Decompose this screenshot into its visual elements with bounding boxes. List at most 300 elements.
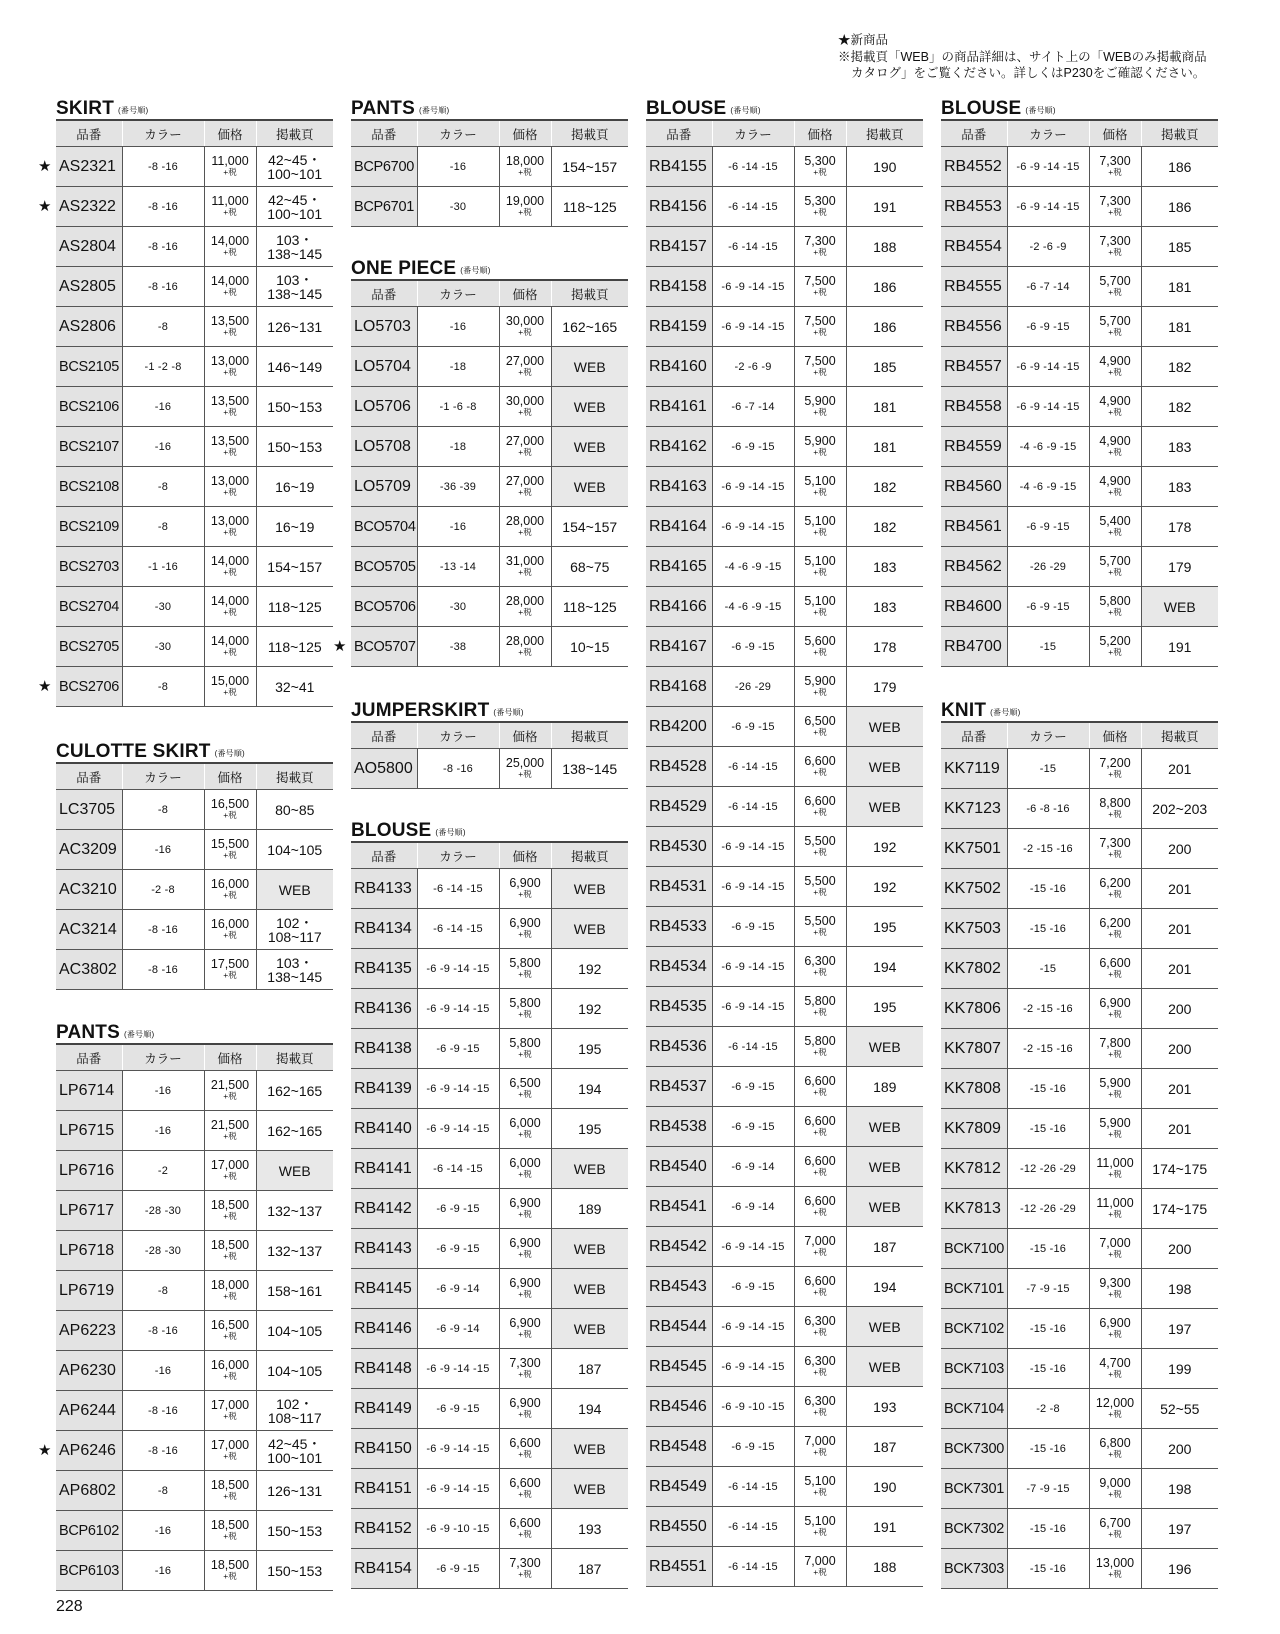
item-price xyxy=(204,1231,256,1271)
price-value: 5,100 xyxy=(804,473,836,488)
item-price xyxy=(794,547,846,587)
item-code: RB4200 xyxy=(646,707,712,747)
item-colors: -6 -8 -16 xyxy=(1007,789,1089,829)
price-value: 21,500 xyxy=(210,1117,250,1132)
section-culotte-skirt xyxy=(56,741,333,990)
price-value: 27,000 xyxy=(505,353,545,368)
item-colors: -16 xyxy=(122,427,204,467)
table-row xyxy=(646,1107,923,1147)
table-row xyxy=(56,187,333,227)
item-colors: -6 -9 -15 xyxy=(1007,307,1089,347)
table-row xyxy=(351,1109,628,1149)
item-colors: -6 -9 -10 -15 xyxy=(712,1387,794,1427)
header-color: カラー xyxy=(712,120,794,147)
item-colors: -6 -9 -14 -15 xyxy=(1007,147,1089,187)
sort-order-note: (番号順) xyxy=(118,106,149,115)
item-price xyxy=(1089,267,1141,307)
price-value: 7,500 xyxy=(804,273,836,288)
price-value: 18,000 xyxy=(505,153,545,168)
item-price xyxy=(1089,1109,1141,1149)
item-page: 192 xyxy=(551,989,628,1029)
header-code: 品番 xyxy=(646,120,712,147)
item-colors: -6 -14 -15 xyxy=(712,1027,794,1067)
item-price xyxy=(1089,547,1141,587)
item-colors: -12 -26 -29 xyxy=(1007,1149,1089,1189)
tax-label: +税 xyxy=(223,1490,237,1501)
table-header-row xyxy=(56,120,333,147)
item-code: BCS2107 xyxy=(56,427,122,467)
price-value: 28,000 xyxy=(505,633,545,648)
table-row xyxy=(56,387,333,427)
item-price xyxy=(794,307,846,347)
item-colors: -15 -16 xyxy=(1007,1509,1089,1549)
header-code: 品番 xyxy=(56,763,122,790)
new-star-icon: ★ xyxy=(38,158,52,175)
price-value: 30,000 xyxy=(505,393,545,408)
item-colors: -6 -9 -14 -15 xyxy=(417,1429,499,1469)
price-value: 7,000 xyxy=(1099,1235,1131,1250)
price-value: 13,000 xyxy=(210,353,250,368)
price-value: 6,900 xyxy=(509,915,541,930)
tax-label: +税 xyxy=(223,246,237,257)
item-page: 102・ 108~117 xyxy=(256,1391,333,1431)
item-page: WEB xyxy=(551,1429,628,1469)
item-code: BCS2703 xyxy=(56,547,122,587)
item-colors: -8 xyxy=(122,467,204,507)
item-colors: -6 -9 -15 xyxy=(1007,507,1089,547)
item-page: 198 xyxy=(1141,1469,1218,1509)
table-row xyxy=(351,1469,628,1509)
table-row xyxy=(351,347,628,387)
table-row xyxy=(646,507,923,547)
section-title: SKIRT (番号順) xyxy=(56,98,149,119)
item-code: BCK7301 xyxy=(941,1469,1007,1509)
item-colors: -6 -9 -14 -15 xyxy=(417,1069,499,1109)
header-page: 掲載頁 xyxy=(551,722,628,749)
product-table xyxy=(646,119,923,1587)
table-row xyxy=(941,1509,1218,1549)
item-price xyxy=(204,227,256,267)
item-page: 196 xyxy=(1141,1549,1218,1589)
price-value: 11,000 xyxy=(1096,1195,1134,1210)
header-price: 価格 xyxy=(1089,722,1141,749)
item-page: WEB xyxy=(846,1027,923,1067)
tax-label: +税 xyxy=(518,566,532,577)
tax-label: +税 xyxy=(518,646,532,657)
item-colors: -6 -14 -15 xyxy=(712,1467,794,1507)
item-price xyxy=(204,1511,256,1551)
tax-label: +税 xyxy=(223,1130,237,1141)
item-page: WEB xyxy=(846,747,923,787)
table-row xyxy=(56,950,333,990)
item-price xyxy=(794,467,846,507)
item-price xyxy=(204,507,256,547)
item-code: AO5800 xyxy=(351,749,417,789)
table-row xyxy=(56,910,333,950)
price-value: 5,500 xyxy=(804,833,836,848)
item-code: LO5706 xyxy=(351,387,417,427)
item-page: 132~137 xyxy=(256,1231,333,1271)
item-code: RB4161 xyxy=(646,387,712,427)
tax-label: +税 xyxy=(813,1366,827,1377)
item-colors: -28 -30 xyxy=(122,1231,204,1271)
item-code: BCO5706 xyxy=(351,587,417,627)
item-page: 150~153 xyxy=(256,1551,333,1591)
table-row xyxy=(941,147,1218,187)
item-code: RB4533 xyxy=(646,907,712,947)
price-value: 5,800 xyxy=(804,1033,836,1048)
tax-label: +税 xyxy=(1108,646,1122,657)
table-header-row xyxy=(941,120,1218,147)
item-price xyxy=(1089,1189,1141,1229)
table-row xyxy=(646,1227,923,1267)
item-page: 104~105 xyxy=(256,830,333,870)
item-colors: -6 -9 -14 -15 xyxy=(712,1307,794,1347)
sort-order-note: (番号順) xyxy=(1025,106,1056,115)
tax-label: +税 xyxy=(223,686,237,697)
item-price xyxy=(1089,1229,1141,1269)
section-title: BLOUSE (番号順) xyxy=(351,820,466,841)
tax-label: +税 xyxy=(1108,768,1122,779)
tax-label: +税 xyxy=(813,1126,827,1137)
item-page: 181 xyxy=(1141,267,1218,307)
item-price xyxy=(204,1271,256,1311)
tax-label: +税 xyxy=(518,606,532,617)
item-code: AC3210 xyxy=(56,870,122,910)
price-value: 7,300 xyxy=(1099,193,1131,208)
item-code: RB4562 xyxy=(941,547,1007,587)
tax-label: +税 xyxy=(1108,1208,1122,1219)
table-row xyxy=(351,187,628,227)
item-code: RB4154 xyxy=(351,1549,417,1589)
table-row xyxy=(56,870,333,910)
item-code: RB4551 xyxy=(646,1547,712,1587)
price-value: 11,000 xyxy=(211,153,249,168)
item-price xyxy=(794,267,846,307)
item-colors: -6 -9 -15 xyxy=(712,1427,794,1467)
table-row xyxy=(56,1151,333,1191)
table-row xyxy=(351,307,628,347)
item-code: RB4148 xyxy=(351,1349,417,1389)
item-page: WEB xyxy=(551,909,628,949)
item-price xyxy=(1089,627,1141,667)
table-row xyxy=(941,227,1218,267)
table-row xyxy=(56,507,333,547)
table-row xyxy=(941,1389,1218,1429)
price-value: 4,900 xyxy=(1099,393,1131,408)
item-page: 179 xyxy=(1141,547,1218,587)
table-row xyxy=(941,909,1218,949)
item-price xyxy=(499,187,551,227)
item-code: RB4549 xyxy=(646,1467,712,1507)
sort-order-note: (番号順) xyxy=(123,1030,155,1039)
table-row xyxy=(351,749,628,789)
item-page: 118~125 xyxy=(256,587,333,627)
item-page: 118~125 xyxy=(256,627,333,667)
table-row xyxy=(351,507,628,547)
item-page: 102・ 108~117 xyxy=(256,910,333,950)
item-page: 42~45・ 100~101 xyxy=(256,187,333,227)
item-code: RB4552 xyxy=(941,147,1007,187)
item-code: BCS2105 xyxy=(56,347,122,387)
item-page: 201 xyxy=(1141,1069,1218,1109)
web-note-line1: ※掲載頁「WEB」の商品詳細は、サイト上の「WEBのみ掲載商品 xyxy=(838,49,1207,64)
table-row xyxy=(351,1349,628,1389)
item-code: BCK7104 xyxy=(941,1389,1007,1429)
item-code: BCK7100 xyxy=(941,1229,1007,1269)
item-price xyxy=(499,1189,551,1229)
table-row xyxy=(351,587,628,627)
item-code: RB4559 xyxy=(941,427,1007,467)
item-page: 158~161 xyxy=(256,1271,333,1311)
item-price xyxy=(204,587,256,627)
tax-label: +税 xyxy=(1108,928,1122,939)
item-code: RB4166 xyxy=(646,587,712,627)
table-row xyxy=(351,949,628,989)
new-star-icon: ★ xyxy=(38,678,52,695)
item-price xyxy=(794,1267,846,1307)
item-price xyxy=(1089,587,1141,627)
item-page: 162~165 xyxy=(256,1111,333,1151)
price-value: 5,100 xyxy=(804,553,836,568)
item-colors: -6 -9 -14 -15 xyxy=(712,827,794,867)
table-row xyxy=(56,1311,333,1351)
table-row xyxy=(941,869,1218,909)
item-colors: -18 xyxy=(417,427,499,467)
item-price xyxy=(499,1229,551,1269)
item-price xyxy=(794,1307,846,1347)
item-price xyxy=(499,1269,551,1309)
item-price xyxy=(1089,147,1141,187)
table-row xyxy=(941,989,1218,1029)
item-colors: -8 xyxy=(122,307,204,347)
price-value: 18,500 xyxy=(210,1557,250,1572)
price-value: 6,900 xyxy=(509,1275,541,1290)
item-colors: -6 -14 -15 xyxy=(712,187,794,227)
table-row xyxy=(646,827,923,867)
item-page: 195 xyxy=(846,907,923,947)
price-value: 7,300 xyxy=(1099,233,1131,248)
price-value: 5,300 xyxy=(804,193,836,208)
item-price xyxy=(204,950,256,990)
item-page: WEB xyxy=(551,467,628,507)
price-value: 28,000 xyxy=(505,593,545,608)
table-row xyxy=(351,1189,628,1229)
item-colors: -6 -9 -15 xyxy=(712,1267,794,1307)
tax-label: +税 xyxy=(813,886,827,897)
item-price xyxy=(499,307,551,347)
item-price xyxy=(794,1387,846,1427)
item-code: LO5703 xyxy=(351,307,417,347)
table-row xyxy=(941,1029,1218,1069)
item-code: RB4152 xyxy=(351,1509,417,1549)
header-page: 掲載頁 xyxy=(1141,120,1218,147)
item-page: WEB xyxy=(846,1147,923,1187)
item-code: RB4600 xyxy=(941,587,1007,627)
table-row xyxy=(646,987,923,1027)
item-colors: -6 -9 -15 xyxy=(712,707,794,747)
item-code: LO5709 xyxy=(351,467,417,507)
item-price xyxy=(204,1391,256,1431)
item-page: 16~19 xyxy=(256,467,333,507)
tax-label: +税 xyxy=(1108,1088,1122,1099)
table-row xyxy=(56,547,333,587)
table-row xyxy=(646,1387,923,1427)
table-row xyxy=(941,1349,1218,1389)
item-price xyxy=(794,907,846,947)
table-row xyxy=(941,1149,1218,1189)
price-value: 5,700 xyxy=(1099,553,1131,568)
item-colors: -6 -9 -15 xyxy=(712,627,794,667)
header-page: 掲載頁 xyxy=(256,763,333,790)
header-color: カラー xyxy=(417,842,499,869)
item-colors: -6 -9 -14 -15 xyxy=(1007,187,1089,227)
item-price xyxy=(794,867,846,907)
sort-order-note: (番号順) xyxy=(460,266,491,275)
table-row xyxy=(941,949,1218,989)
item-code: AS2321 ★ xyxy=(56,147,122,187)
item-page: 200 xyxy=(1141,829,1218,869)
item-page: 187 xyxy=(846,1227,923,1267)
item-price xyxy=(204,1151,256,1191)
price-value: 6,200 xyxy=(1099,875,1131,890)
price-value: 5,700 xyxy=(1099,273,1131,288)
tax-label: +税 xyxy=(1108,1008,1122,1019)
tax-label: +税 xyxy=(1108,1288,1122,1299)
tax-label: +税 xyxy=(1108,486,1122,497)
table-row xyxy=(646,387,923,427)
price-value: 16,500 xyxy=(210,1317,250,1332)
item-price xyxy=(204,267,256,307)
table-row xyxy=(351,147,628,187)
item-colors: -16 xyxy=(122,1551,204,1591)
table-row xyxy=(941,1069,1218,1109)
table-row xyxy=(351,1069,628,1109)
item-colors: -8 xyxy=(122,1271,204,1311)
sort-order-note: (番号順) xyxy=(435,828,466,837)
item-price xyxy=(204,1071,256,1111)
header-color: カラー xyxy=(417,120,499,147)
item-page: 118~125 xyxy=(551,187,628,227)
item-price xyxy=(1089,1389,1141,1429)
tax-label: +税 xyxy=(518,1568,532,1579)
item-colors: -8 xyxy=(122,1471,204,1511)
item-code: KK7501 xyxy=(941,829,1007,869)
price-value: 5,100 xyxy=(804,1513,836,1528)
tax-label: +税 xyxy=(518,206,532,217)
item-colors: -15 xyxy=(1007,949,1089,989)
item-colors: -8 xyxy=(122,507,204,547)
item-colors: -6 -9 -15 xyxy=(417,1029,499,1069)
item-page: WEB xyxy=(846,1187,923,1227)
tax-label: +税 xyxy=(813,1046,827,1057)
item-colors: -15 -16 xyxy=(1007,1549,1089,1589)
price-value: 27,000 xyxy=(505,433,545,448)
price-value: 7,500 xyxy=(804,313,836,328)
table-row xyxy=(941,1109,1218,1149)
price-value: 17,000 xyxy=(210,1397,250,1412)
price-value: 6,300 xyxy=(804,1353,836,1368)
price-value: 14,000 xyxy=(210,553,250,568)
item-code: RB4534 xyxy=(646,947,712,987)
item-page: 185 xyxy=(1141,227,1218,267)
price-value: 15,000 xyxy=(210,673,250,688)
table-row xyxy=(56,587,333,627)
item-code: KK7809 xyxy=(941,1109,1007,1149)
item-colors: -6 -14 -15 xyxy=(417,1149,499,1189)
item-code: AP6244 xyxy=(56,1391,122,1431)
table-row xyxy=(646,467,923,507)
tax-label: +税 xyxy=(518,526,532,537)
price-value: 7,300 xyxy=(804,233,836,248)
item-page: WEB xyxy=(551,387,628,427)
item-code: AP6230 xyxy=(56,1351,122,1391)
item-colors: -6 -9 -15 xyxy=(417,1389,499,1429)
item-page: 118~125 xyxy=(551,587,628,627)
tax-label: +税 xyxy=(1108,1048,1122,1059)
item-colors: -15 -16 xyxy=(1007,1309,1089,1349)
item-colors: -8 -16 xyxy=(122,910,204,950)
item-code: RB4537 xyxy=(646,1067,712,1107)
item-price xyxy=(1089,989,1141,1029)
item-page: 201 xyxy=(1141,909,1218,949)
item-colors: -6 -9 -14 -15 xyxy=(712,1347,794,1387)
tax-label: +税 xyxy=(518,1328,532,1339)
table-row xyxy=(351,1269,628,1309)
price-value: 18,000 xyxy=(210,1277,250,1292)
table-row xyxy=(646,867,923,907)
tax-label: +税 xyxy=(813,846,827,857)
item-code: RB4544 xyxy=(646,1307,712,1347)
tax-label: +税 xyxy=(223,606,237,617)
item-colors: -18 xyxy=(417,347,499,387)
item-page: 190 xyxy=(846,147,923,187)
item-code: RB4545 xyxy=(646,1347,712,1387)
item-price xyxy=(1089,307,1141,347)
price-value: 13,500 xyxy=(210,393,250,408)
item-colors: -8 -16 xyxy=(122,227,204,267)
table-row xyxy=(351,467,628,507)
item-colors: -16 xyxy=(417,307,499,347)
tax-label: +税 xyxy=(223,1210,237,1221)
section-title: BLOUSE (番号順) xyxy=(646,98,761,119)
item-page: 200 xyxy=(1141,1029,1218,1069)
tax-label: +税 xyxy=(223,286,237,297)
item-price xyxy=(1089,507,1141,547)
item-page: WEB xyxy=(551,1149,628,1189)
sort-order-note: (番号順) xyxy=(730,106,761,115)
item-colors: -6 -14 -15 xyxy=(712,227,794,267)
item-page: WEB xyxy=(551,427,628,467)
item-page: 192 xyxy=(846,867,923,907)
item-page: WEB xyxy=(551,347,628,387)
price-value: 7,200 xyxy=(1099,755,1131,770)
item-page: WEB xyxy=(846,787,923,827)
item-colors: -4 -6 -9 -15 xyxy=(1007,427,1089,467)
item-code: AS2804 xyxy=(56,227,122,267)
tax-label: +税 xyxy=(518,928,532,939)
table-row xyxy=(646,347,923,387)
item-price xyxy=(794,1507,846,1547)
item-code: RB4145 xyxy=(351,1269,417,1309)
item-price xyxy=(204,1111,256,1151)
table-row xyxy=(646,1067,923,1107)
tax-label: +税 xyxy=(1108,1328,1122,1339)
item-page: 178 xyxy=(1141,507,1218,547)
price-value: 7,000 xyxy=(804,1553,836,1568)
item-code: RB4554 xyxy=(941,227,1007,267)
header-code: 品番 xyxy=(351,722,417,749)
